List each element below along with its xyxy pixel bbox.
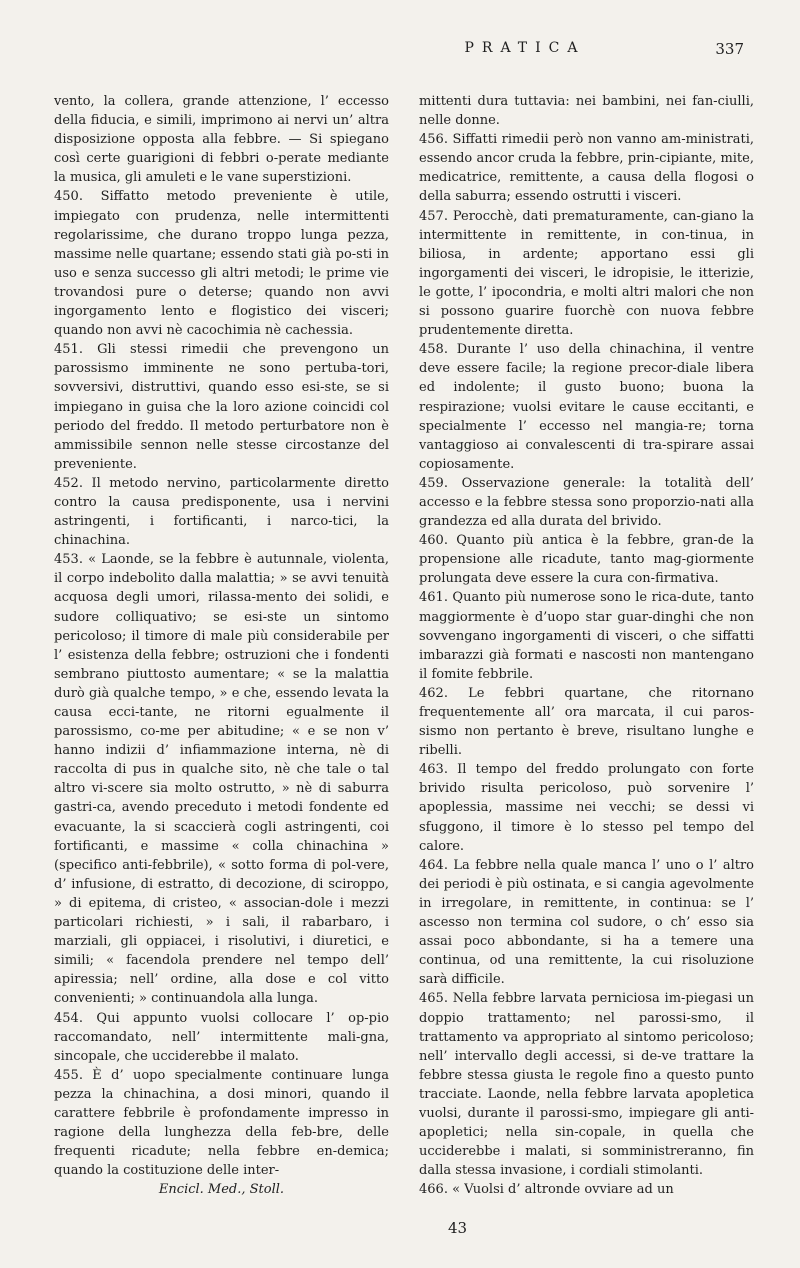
page-header	[54, 40, 746, 70]
paragraph: 457. Perocchè, dati prematuramente, can-giano la intermittente in remittente, in con-tinua, in biliosa, in ardente; apportano essi gli ingorgamenti dei visceri, le idropisie, le itterizie, le gotte, l’ ipocondria, e molti altri malori che non si possono guarire fuorchè con nuova febbre prudentemente diretta.	[419, 208, 754, 339]
paragraph: 453. « Laonde, se la febbre è autunnale, violenta, il corpo indebolito dalla malattia; » se avvi tenuità acquosa degli umori, rilassa-mento dei solidi, e sudore colliquativo; se esi-ste un sintomo pericoloso; il timore di male più considerabile per l’ esistenza della febbre; ostruzioni che i fondenti sembrano piuttosto aumentare; « se la malattia durò già qualche tempo, » e che, essendo levata la causa ecci-tante, ne ritorni egualmente il parossismo, co-me per abitudine; « e se non v’ hanno indizii d’ infiammazione interna, nè di raccolta di pus in qualche sito, nè che tale o tal altro vi-scere sia molto ostrutto, » nè di saburra gastri-ca, avendo preceduto i metodi fondente ed evacuante, la si scaccierà cogli astringenti, coi fortificanti, e massime « colla chinachina » (specifico anti-febbrile), « sotto forma di pol-vere, d’ infusione, di estratto, di decozione, di sciroppo, » di epitema, di cristeo, « associan-dole i mezzi particolari richiesti, » i sali, il rabarbaro, i marziali, gli oppiacei, i risolutivi, i diuretici, e simili; « facendola prendere nel tempo dell’ apiressia; nell’ ordine, alla dose e col vitto convenienti; » continuandola alla lunga.	[54, 552, 389, 1007]
paragraph: 452. Il metodo nervino, particolarmente diretto contro la causa predisponente, usa i nervini astringenti, i fortificanti, i narco-tici, la chinachina.	[54, 475, 389, 549]
paragraph: 455. È d’ uopo specialmente continuare lunga pezza la chinachina, a dosi minori, quando il carattere febbrile è profondamente impresso in ragione della lunghezza della feb-bre, delle frequenti ricadute; nella febbre en-demica; quando la costituzione delle inter-	[54, 1067, 389, 1179]
paragraph: mittenti dura tuttavia: nei bambini, nei fan-ciulli, nelle donne.	[419, 94, 754, 129]
signature-mark: 43	[448, 1219, 468, 1237]
paragraph: 451. Gli stessi rimedii che prevengono un parossismo imminente ne sono pertuba-tori, sovversivi, distruttivi, quando esso esi-ste, se si impiegano in guisa che la loro azione coincidi col periodo del freddo. Il metodo perturbatore non è ammissibile sennon nelle stesse circostanze del preveniente.	[54, 342, 389, 472]
paragraph: 462. Le febbri quartane, che ritornano frequentemente all’ ora marcata, il cui paros-sismo non pertanto è breve, risultano lunghe e ribelli.	[419, 685, 754, 759]
left-column	[54, 92, 389, 1199]
paragraph: 461. Quanto più numerose sono le rica-dute, tanto maggiormente è d’uopo star guar-dinghi che non sovvengano ingorgamenti di visceri, o che siffatti imbarazzi già formati e nascosti non mantengano il fomite febbrile.	[419, 590, 754, 682]
paragraph: 460. Quanto più antica è la febbre, gran-de la propensione alle ricadute, tanto mag-giormente prolungata deve essere la cura con-firmativa.	[419, 533, 754, 587]
paragraph: 456. Siffatti rimedii però non vanno am-ministrati, essendo ancor cruda la febbre, prin-cipiante, mite, medicatrice, remittente, a causa della flogosi o della saburra; essendo ostrutti i visceri.	[419, 132, 754, 205]
paragraph: 464. La febbre nella quale manca l’ uno o l’ altro dei periodi è più ostinata, e si cangia agevolmente in irregolare, in remittente, in continua: se l’ ascesso non termina col sudore, o ch’ esso sia assai poco abbondante, si ha a temere una continua, od una remittente, la cui risoluzione sarà difficile.	[419, 857, 754, 988]
paragraph: vento, la collera, grande attenzione, l’ eccesso della fiducia, e simili, imprimono ai nervi un’ altra disposizione opposta alla febbre. — Si spiegano così certe guarigioni di febbri o-perate mediante la musica, gli amuleti e le vane superstizioni.	[54, 94, 389, 186]
paragraph: 454. Qui appunto vuolsi collocare l’ op-pio raccomandato, nell’ intermittente mali-gna, sincopale, che ucciderebbe il malato.	[54, 1010, 389, 1064]
text-columns	[54, 92, 754, 1199]
right-column	[419, 92, 754, 1199]
running-head: PRATICA	[464, 40, 586, 56]
footer-signature: Encicl. Med., Stoll.	[158, 1182, 285, 1198]
paragraph: 458. Durante l’ uso della chinachina, il ventre deve essere facile; la regione precor-diale libera ed indolente; il gusto buono; buona la respirazione; vuolsi evitare le cause eccitanti, e specialmente l’ eccesso nel mangia-re; torna vantaggioso ai convalescenti di tra-spirare assai copiosamente.	[419, 342, 754, 472]
page-number: 337	[715, 40, 744, 58]
paragraph: 450. Siffatto metodo preveniente è utile, impiegato con prudenza, nelle intermittenti regolarissime, che durano troppo lunga pezza, massime nelle quartane; essendo stati già po-sti in uso e senza successo gli altri metodi; le prime vie trovandosi pure o deterse; quando non avvi ingorgamento lento e flogistico dei visceri; quando non avvi nè cacochimia nè cachessia.	[54, 189, 389, 339]
paragraph: 459. Osservazione generale: la totalità dell’ accesso e la febbre stessa sono proporzio-nati alla grandezza ed alla durata del brivido.	[419, 475, 754, 530]
paragraph: 465. Nella febbre larvata perniciosa im-piegasi un doppio trattamento; nel parossi-smo, il trattamento va appropriato al sintomo pericoloso; nell’ intervallo degli accessi, si de-ve trattare la febbre stessa giusta le regole fino a questo punto tracciate. Laonde, nella febbre larvata apopletica vuolsi, durante il parossi-smo, impiegare gli anti-apopletici; nella sin-copale, in quella che ucciderebbe i malati, si somministreranno, fin dalla stessa invasione, i cordiali stimolanti.	[419, 991, 754, 1179]
paragraph: 463. Il tempo del freddo prolungato con forte brivido risulta pericoloso, può sorvenire l’ apoplessia, massime nei vecchi; se dessi vi sfuggono, il timore è lo stesso pel tempo del calore.	[419, 762, 754, 854]
paragraph: 466. « Vuolsi d’ altronde ovviare ad un	[419, 1182, 674, 1198]
